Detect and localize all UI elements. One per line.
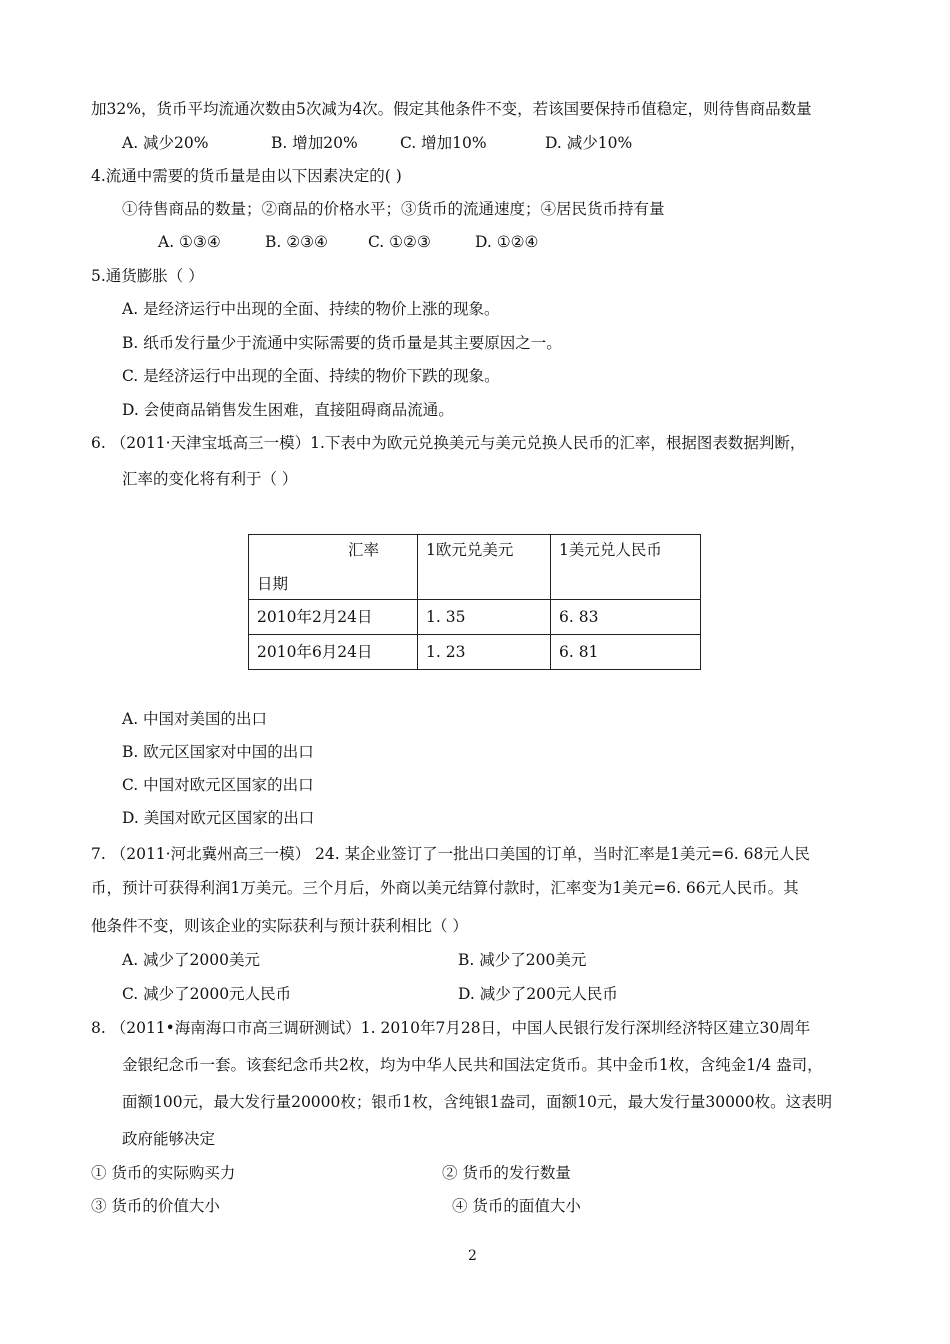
q5-stem: 5.通货膨胀（ ） xyxy=(91,267,204,285)
q3-option-b: B. 增加20% xyxy=(271,134,358,152)
corner-label-date: 日期 xyxy=(257,575,289,593)
row1-date: 2010年2月24日 xyxy=(249,600,418,635)
q4-option-a: A. ①③④ xyxy=(158,233,221,251)
q3-option-d: D. 减少10% xyxy=(545,134,633,152)
q8-stem-line1: 8. （2011•海南海口市高三调研测试）1. 2010年7月28日，中国人民银行发行深圳经济特区建立30周年 xyxy=(91,1019,811,1037)
q7-option-c: C. 减少了2000元人民币 xyxy=(122,985,292,1003)
q6-stem-line1: 6. （2011·天津宝坻高三一模）1.下表中为欧元兑换美元与美元兑换人民币的汇率，根据图表数据判断， xyxy=(91,434,806,452)
table-corner-cell xyxy=(249,535,418,600)
q8-item-1: ① 货币的实际购买力 xyxy=(91,1164,236,1182)
q7-option-a: A. 减少了2000美元 xyxy=(122,951,260,969)
q7-option-d: D. 减少了200元人民币 xyxy=(458,985,618,1003)
q3-stem-continuation: 加32%，货币平均流通次数由5次减为4次。假定其他条件不变，若该国要保持币值稳定，则待售商品数量 xyxy=(91,100,812,118)
q4-option-d: D. ①②④ xyxy=(475,233,539,251)
q6-option-b: B. 欧元区国家对中国的出口 xyxy=(122,743,314,761)
q3-option-a: A. 减少20% xyxy=(122,134,209,152)
q3-option-c: C. 增加10% xyxy=(400,134,487,152)
row2-eur-usd: 1. 23 xyxy=(418,635,551,670)
table-row xyxy=(249,635,701,670)
exchange-rate-table xyxy=(248,534,701,670)
q4-items: ①待售商品的数量；②商品的价格水平；③货币的流通速度；④居民货币持有量 xyxy=(122,200,665,218)
corner-label-rate: 汇率 xyxy=(347,541,379,559)
q7-stem-line1: 7. （2011·河北冀州高三一模） 24. 某企业签订了一批出口美国的订单，当时汇率是1美元=6. 68元人民 xyxy=(91,845,810,863)
table-header-usd-cny xyxy=(551,535,701,600)
row1-eur-usd: 1. 35 xyxy=(418,600,551,635)
row2-usd-cny: 6. 81 xyxy=(551,635,701,670)
q4-option-b: B. ②③④ xyxy=(265,233,328,251)
q8-stem-line2: 金银纪念币一套。该套纪念币共2枚，均为中华人民共和国法定货币。其中金币1枚，含纯金1/4 盎司， xyxy=(122,1056,823,1074)
q5-option-d: D. 会使商品销售发生困难，直接阻碍商品流通。 xyxy=(122,401,454,419)
q7-stem-line3: 他条件不变，则该企业的实际获利与预计获利相比（ ） xyxy=(91,917,468,935)
q6-option-c: C. 中国对欧元区国家的出口 xyxy=(122,776,314,794)
q5-option-c: C. 是经济运行中出现的全面、持续的物价下跌的现象。 xyxy=(122,367,500,385)
header-eur-usd-label: 1欧元兑美元 xyxy=(426,541,514,559)
page-number: 2 xyxy=(468,1248,477,1264)
q4-option-c: C. ①②③ xyxy=(368,233,431,251)
q7-option-b: B. 减少了200美元 xyxy=(458,951,587,969)
table-header-row xyxy=(249,535,701,600)
table-row xyxy=(249,600,701,635)
q8-stem-line4: 政府能够决定 xyxy=(122,1130,216,1148)
q8-stem-line3: 面额100元，最大发行量20000枚；银币1枚，含纯银1盎司，面额10元，最大发行量30000枚。这表明 xyxy=(122,1093,833,1111)
q8-item-4: ④ 货币的面值大小 xyxy=(452,1197,581,1215)
q6-option-a: A. 中国对美国的出口 xyxy=(122,710,268,728)
q6-option-d: D. 美国对欧元区国家的出口 xyxy=(122,809,315,827)
header-usd-cny-label: 1美元兑人民币 xyxy=(559,541,662,559)
table-header-eur-usd xyxy=(418,535,551,600)
q4-stem: 4.流通中需要的货币量是由以下因素决定的( ) xyxy=(91,167,402,185)
q5-option-b: B. 纸币发行量少于流通中实际需要的货币量是其主要原因之一。 xyxy=(122,334,562,352)
q8-item-2: ② 货币的发行数量 xyxy=(442,1164,571,1182)
q6-stem-line2: 汇率的变化将有利于（ ） xyxy=(122,470,298,488)
q7-stem-line2: 币，预计可获得利润1万美元。三个月后，外商以美元结算付款时，汇率变为1美元=6. 66元人民币。其 xyxy=(91,879,799,897)
row1-usd-cny: 6. 83 xyxy=(551,600,701,635)
q5-option-a: A. 是经济运行中出现的全面、持续的物价上涨的现象。 xyxy=(122,300,500,318)
q8-item-3: ③ 货币的价值大小 xyxy=(91,1197,220,1215)
row2-date: 2010年6月24日 xyxy=(249,635,418,670)
